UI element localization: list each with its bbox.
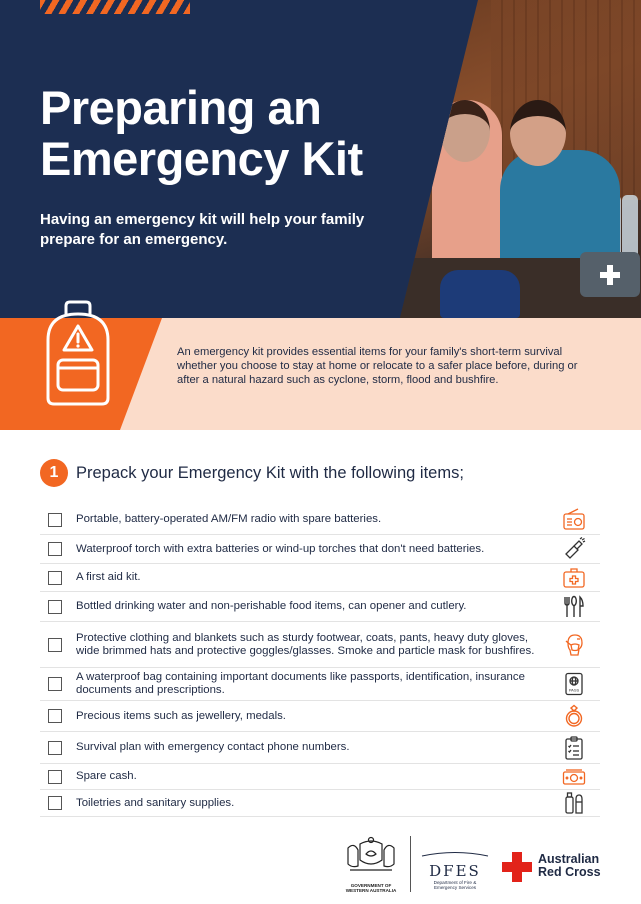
checklist-item (40, 701, 600, 732)
checklist-item (40, 622, 600, 668)
dfes-arc-icon (420, 851, 490, 857)
checklist-item (40, 668, 600, 701)
item-checkbox[interactable] (48, 677, 62, 691)
checklist-item (40, 592, 600, 622)
intro-paragraph: An emergency kit provides essential items for your family's short-term survival whether you choose to stay at home or relocate to a safer place before, during or after a natural hazard such as cyclone, storm, flood and bushfire. (177, 346, 578, 387)
hero-photo (400, 0, 641, 318)
item-checkbox[interactable] (48, 741, 62, 755)
radio-icon (562, 508, 586, 532)
item-text: Spare cash. (76, 770, 137, 783)
hero-banner (0, 0, 641, 318)
red-cross-text (538, 853, 601, 879)
item-checkbox[interactable] (48, 571, 62, 585)
page-subtitle: Having an emergency kit will help your family prepare for an emergency. (40, 211, 365, 248)
page-title: Preparing an Emergency Kit (40, 81, 363, 185)
checklist-item (40, 790, 600, 817)
dfes-line-1: Department of Fire & (433, 880, 477, 885)
item-checkbox[interactable] (48, 709, 62, 723)
dfes-line-2: Emergency Services (433, 885, 477, 891)
checklist-item (40, 505, 600, 535)
item-text: Survival plan with emergency contact phone numbers. (76, 741, 350, 754)
item-text: Precious items such as jewellery, medals. (76, 709, 286, 722)
checklist-item (40, 732, 600, 764)
section-number-badge: 1 (40, 459, 68, 487)
dfes-logo (420, 844, 490, 890)
item-text: A first aid kit. (76, 571, 141, 584)
section-title: Prepack your Emergency Kit with the following items; (76, 464, 464, 482)
item-checkbox[interactable] (48, 638, 62, 652)
government-line-2: WESTERN AUSTRALIA (345, 888, 397, 893)
toiletries-icon (562, 791, 586, 815)
red-cross-line-1: Australian (538, 852, 600, 866)
red-cross-logo (502, 850, 641, 884)
government-text (340, 883, 402, 893)
item-checkbox[interactable] (48, 770, 62, 784)
red-cross-icon (502, 852, 532, 882)
dfes-abbreviation: DFES (429, 862, 481, 880)
mask-icon (562, 633, 586, 657)
item-text: Waterproof torch with extra batteries or wind-up torches that don't need batteries. (76, 542, 485, 555)
red-cross-line-2: Red Cross (538, 865, 601, 879)
clipboard-icon (562, 736, 586, 760)
item-checkbox[interactable] (48, 796, 62, 810)
item-text: Protective clothing and blankets such as sturdy footwear, coats, pants, heavy duty gloves, wide brimmed hats and protective goggles/glasses. Smoke and particle mask for bushfires. (76, 631, 535, 657)
item-checkbox[interactable] (48, 542, 62, 556)
coat-of-arms-icon (340, 836, 402, 876)
passport-icon (562, 672, 586, 696)
checklist-item (40, 535, 600, 564)
ring-icon (562, 704, 586, 728)
government-wa-logo (340, 836, 402, 892)
checklist-item (40, 764, 600, 790)
decorative-stripes (40, 0, 190, 14)
cash-icon (562, 765, 586, 789)
checklist (40, 505, 600, 817)
svg-text:PASS: PASS (568, 687, 580, 693)
cutlery-icon (562, 595, 586, 619)
first-aid-icon (562, 566, 586, 590)
checklist-item (40, 564, 600, 592)
government-line-1: GOVERNMENT OF (350, 883, 392, 888)
item-checkbox[interactable] (48, 600, 62, 614)
backpack-warning-icon (38, 300, 118, 408)
item-text: Bottled drinking water and non-perishable food items, can opener and cutlery. (76, 600, 467, 613)
logo-divider (410, 836, 411, 892)
footer-logos (0, 830, 641, 904)
item-text: Toiletries and sanitary supplies. (76, 796, 235, 809)
item-text: A waterproof bag containing important documents like passports, identification, insurance documents and prescriptions. (76, 671, 525, 696)
item-text: Portable, battery-operated AM/FM radio with spare batteries. (76, 513, 382, 526)
torch-icon (562, 537, 586, 561)
item-checkbox[interactable] (48, 513, 62, 527)
